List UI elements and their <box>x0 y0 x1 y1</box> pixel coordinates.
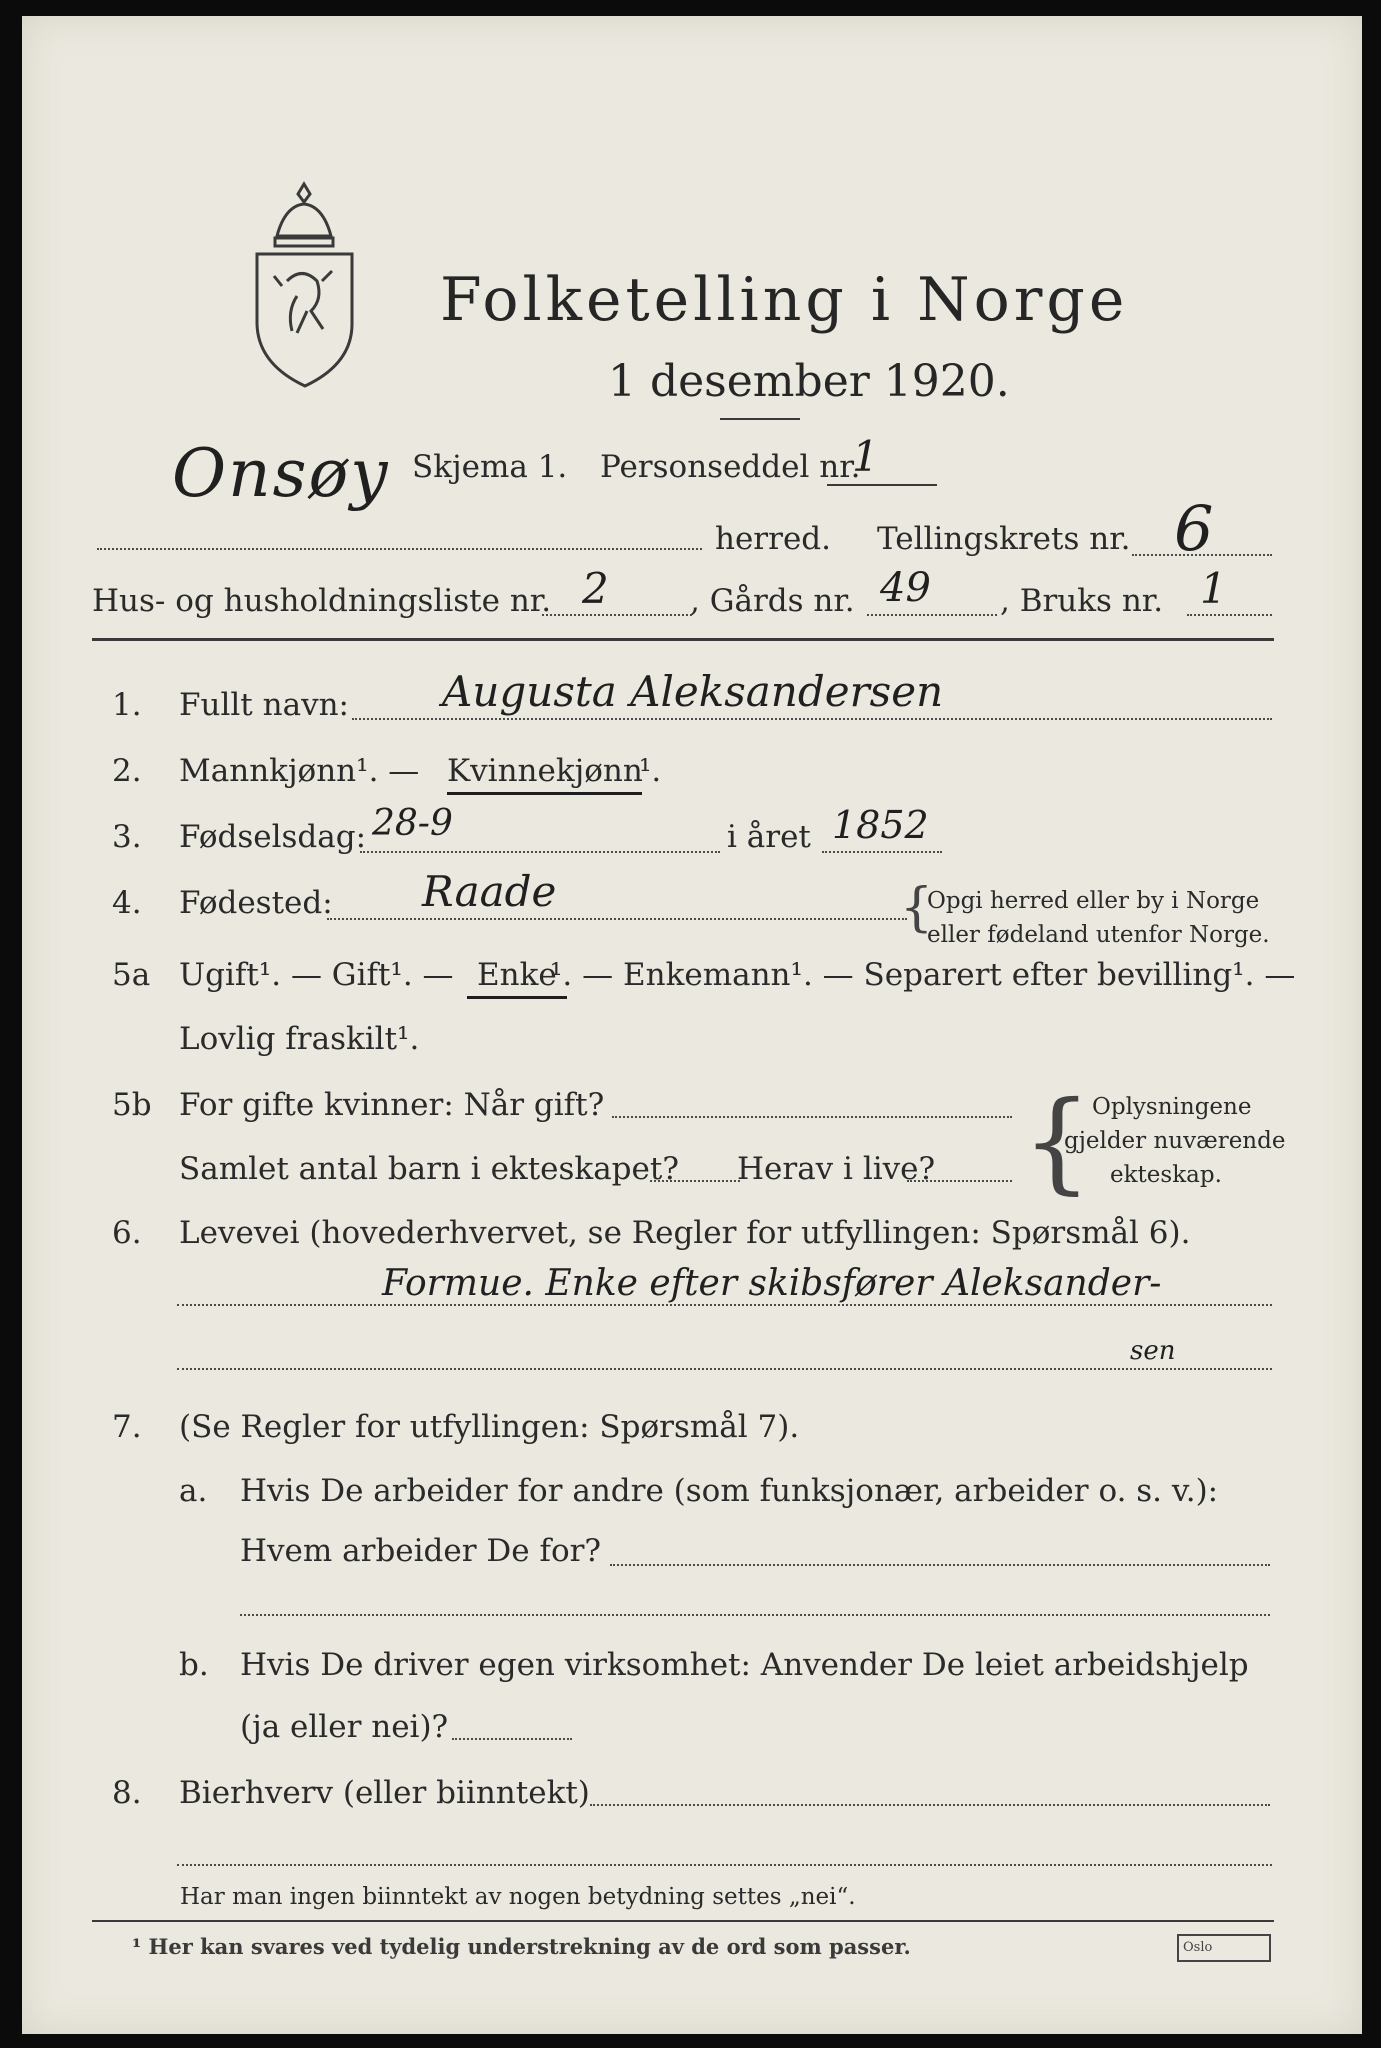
q5b-married-line <box>612 1116 1012 1118</box>
q5b-label2: Samlet antal barn i ekteskapet? <box>179 1151 679 1187</box>
q4-note-line2: eller fødeland utenfor Norge. <box>927 922 1270 948</box>
q5a-part2: ¹. — Enkemann¹. — Separert efter bevilling¹. — <box>550 957 1296 993</box>
tellingskrets-value: 6 <box>1174 492 1214 565</box>
q8-note: Har man ingen biinntekt av nogen betydning settes „nei“. <box>180 1884 856 1910</box>
q3-line <box>360 851 720 853</box>
title-divider <box>720 418 800 420</box>
q3-year-label: i året <box>727 819 811 855</box>
husliste-label: Hus- og husholdningsliste nr. <box>92 583 552 619</box>
q4-label: Fødested: <box>179 885 333 921</box>
q3-number: 3. <box>112 819 142 855</box>
husliste-line <box>542 614 692 616</box>
q2-label-suffix: ¹. <box>639 753 662 789</box>
q2-label-mann: Mannkjønn¹. — <box>179 753 420 789</box>
q5b-label3: Herav i live? <box>737 1151 936 1187</box>
bruks-line <box>1187 614 1272 616</box>
q7b-letter: b. <box>179 1647 209 1683</box>
q4-line <box>327 918 907 920</box>
form-title: Folketelling i Norge <box>440 265 1129 335</box>
q6-number: 6. <box>112 1215 142 1251</box>
q6-value-line2: sen <box>1130 1336 1176 1366</box>
gards-line <box>867 614 997 616</box>
husliste-value: 2 <box>582 564 609 613</box>
q7b-label2: (ja eller nei)? <box>240 1709 449 1745</box>
personseddel-label: Personseddel nr. <box>600 449 861 485</box>
footer-divider <box>92 1920 1274 1922</box>
printer-stamp-text: Oslo <box>1183 1940 1213 1955</box>
q2-kvinne-underline <box>447 792 642 795</box>
q6-line1 <box>177 1304 1272 1306</box>
q3-year-line <box>822 851 942 853</box>
q8-label: Bierhverv (eller biinntekt) <box>179 1775 590 1811</box>
q5a-line2: Lovlig fraskilt¹. <box>179 1021 420 1057</box>
q5a-part1: Ugift¹. — Gift¹. — <box>179 957 454 993</box>
q3-label: Fødselsdag: <box>179 819 367 855</box>
personseddel-value: 1 <box>852 432 879 481</box>
q1-label: Fullt navn: <box>179 687 349 723</box>
q7b-label: Hvis De driver egen virksomhet: Anvender De leiet arbeidshjelp <box>240 1647 1249 1683</box>
q5a-number: 5a <box>112 957 151 993</box>
q7a-label2: Hvem arbeider De for? <box>240 1533 602 1569</box>
q5b-note-line3: ekteskap. <box>1110 1162 1222 1188</box>
q6-value-line1: Formue. Enke efter skibsfører Aleksander- <box>382 1263 1162 1304</box>
q8-number: 8. <box>112 1775 142 1811</box>
q5a-enke: Enke <box>477 957 557 993</box>
personseddel-line <box>827 484 937 486</box>
q1-line <box>352 718 1272 720</box>
form-date: 1 desember 1920. <box>608 356 1010 407</box>
herred-label: herred. <box>715 521 831 557</box>
q8-line2 <box>177 1864 1272 1866</box>
q2-number: 2. <box>112 753 142 789</box>
q7-number: 7. <box>112 1409 142 1445</box>
q5b-note-line1: Oplysningene <box>1092 1094 1252 1120</box>
q4-note-line1: Opgi herred eller by i Norge <box>927 888 1260 914</box>
q3-year-value: 1852 <box>832 803 929 847</box>
q1-number: 1. <box>112 687 142 723</box>
q8-line1 <box>590 1804 1270 1806</box>
q7a-label: Hvis De arbeider for andre (som funksjonær, arbeider o. s. v.): <box>240 1473 1219 1509</box>
footnote: ¹ Her kan svares ved tydelig understrekning av de ord som passer. <box>132 1934 911 1959</box>
q5b-alive-line <box>907 1180 1012 1182</box>
gards-value: 49 <box>880 565 931 611</box>
q5b-note-brace: { <box>1022 1077 1092 1205</box>
q4-note-brace: { <box>900 878 934 938</box>
q7a-line1 <box>610 1564 1270 1566</box>
q7a-line2 <box>240 1614 1270 1616</box>
q6-line2 <box>177 1368 1272 1370</box>
census-form-page <box>22 16 1362 2034</box>
skjema-label: Skjema 1. <box>412 449 568 485</box>
q1-value: Augusta Aleksandersen <box>442 667 944 716</box>
q4-value: Raade <box>422 867 557 916</box>
herred-value: Onsøy <box>172 435 390 512</box>
q4-number: 4. <box>112 885 142 921</box>
coat-of-arms-icon <box>247 176 362 391</box>
q6-label: Levevei (hovederhvervet, se Regler for utfyllingen: Spørsmål 6). <box>179 1215 1191 1251</box>
q5b-number: 5b <box>112 1087 152 1123</box>
header-divider <box>92 638 1274 641</box>
herred-line <box>97 548 702 550</box>
bruks-label: , Bruks nr. <box>1000 583 1164 619</box>
gards-label: , Gårds nr. <box>690 583 855 619</box>
q2-label-kvinne: Kvinnekjønn <box>447 753 643 789</box>
bruks-value: 1 <box>1200 564 1227 613</box>
q7-label: (Se Regler for utfyllingen: Spørsmål 7). <box>179 1409 800 1445</box>
tellingskrets-line <box>1132 554 1272 556</box>
q7a-letter: a. <box>179 1473 208 1509</box>
q5b-label: For gifte kvinner: Når gift? <box>179 1087 605 1123</box>
q7b-line <box>452 1738 572 1740</box>
tellingskrets-label: Tellingskrets nr. <box>877 521 1131 557</box>
printer-stamp <box>1177 1934 1271 1962</box>
q3-value: 28-9 <box>372 803 453 844</box>
q5b-children-line <box>650 1180 740 1182</box>
q5b-note-line2: gjelder nuværende <box>1064 1128 1286 1154</box>
q5a-enke-underline <box>467 996 567 999</box>
